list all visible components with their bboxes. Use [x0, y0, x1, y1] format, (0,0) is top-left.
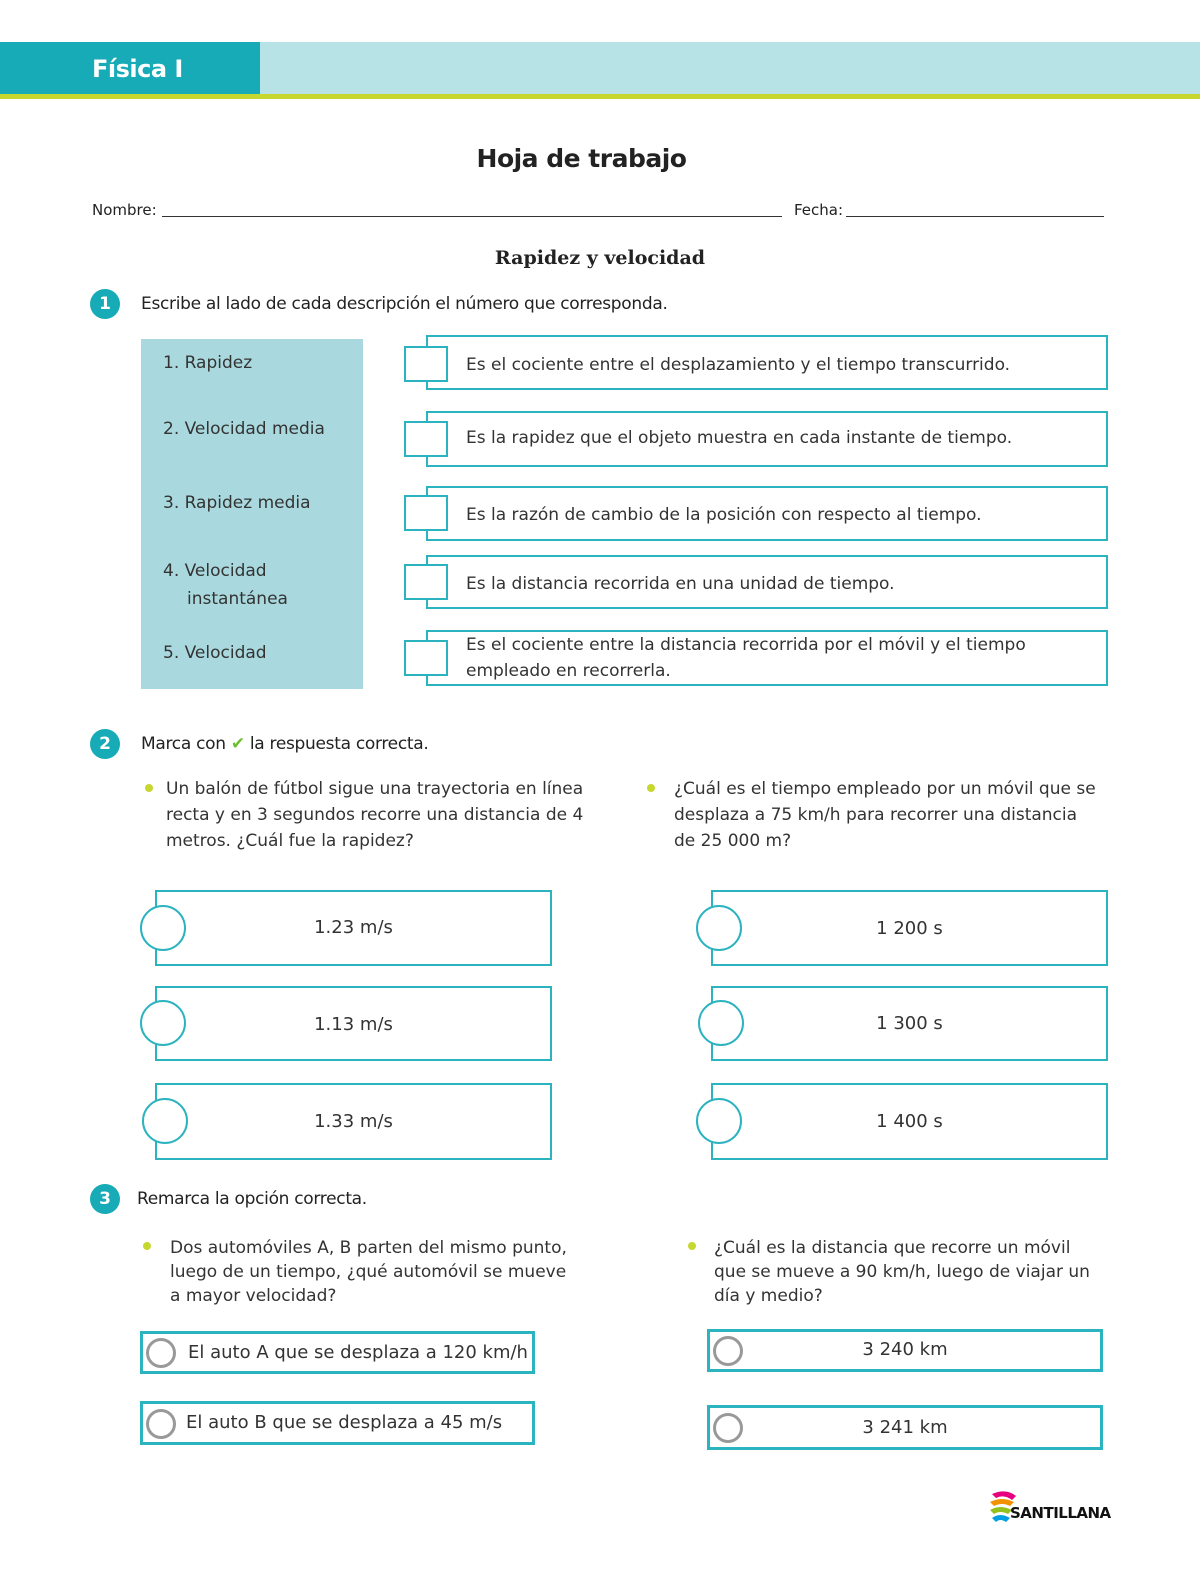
option-label: 1.33 m/s [314, 1111, 393, 1132]
subject-title: Física I [92, 55, 183, 83]
section-2-instruction [141, 734, 428, 754]
question-line: de 25 000 m? [674, 831, 792, 851]
option-label: 3 241 km [862, 1417, 948, 1438]
name-label: Nombre: [92, 201, 157, 219]
option-label: El auto A que se desplaza a 120 km/h [188, 1342, 528, 1363]
definition-text: empleado en recorrerla. [466, 661, 671, 681]
question-line: día y medio? [714, 1286, 823, 1306]
page-title: Hoja de trabajo [476, 144, 687, 173]
bullet-icon [143, 1242, 151, 1250]
term-item: 4. Velocidad [163, 561, 267, 581]
section-1-badge: 1 [90, 289, 120, 319]
question-text [170, 1236, 570, 1308]
question-line: ¿Cuál es el tiempo empleado por un móvil que se [674, 779, 1096, 799]
option-label: 1.13 m/s [314, 1014, 393, 1035]
brand-name: SANTILLANA [1010, 1504, 1111, 1522]
definition-text: Es el cociente entre el desplazamiento y el tiempo transcurrido. [466, 355, 1011, 375]
instruction-text: la respuesta correcta. [249, 734, 429, 754]
definition-text: Es el cociente entre la distancia recorrida por el móvil y el tiempo [466, 635, 1026, 655]
question-line: ¿Cuál es la distancia que recorre un móvil [714, 1238, 1071, 1258]
answer-box[interactable] [404, 346, 448, 382]
question-line: que se mueve a 90 km/h, luego de viajar un [714, 1262, 1090, 1282]
question-line: a mayor velocidad? [170, 1286, 337, 1306]
definition-text: Es la distancia recorrida en una unidad de tiempo. [466, 574, 895, 594]
question-line: Dos automóviles A, B parten del mismo punto, [170, 1238, 567, 1258]
option-label: 1 400 s [876, 1111, 943, 1132]
answer-box[interactable] [404, 564, 448, 600]
question-text [166, 776, 598, 854]
answer-box[interactable] [404, 640, 448, 676]
question-line: Un balón de fútbol sigue una trayectoria en línea [166, 779, 584, 799]
option-label: 1.23 m/s [314, 917, 393, 938]
question-text [674, 776, 1106, 854]
date-label: Fecha: [794, 201, 844, 219]
term-item: instantánea [187, 589, 288, 609]
bullet-icon [145, 784, 153, 792]
header-rule [0, 94, 1200, 99]
name-field[interactable] [162, 216, 782, 217]
term-item: 1. Rapidez [163, 353, 253, 373]
option-label: 3 240 km [862, 1339, 948, 1360]
section-2-badge: 2 [90, 729, 120, 759]
section-3-badge: 3 [90, 1184, 120, 1214]
radio-ring[interactable] [146, 1338, 176, 1368]
bullet-icon [647, 784, 655, 792]
instruction-text: Marca con [141, 734, 226, 754]
option-label: El auto B que se desplaza a 45 m/s [186, 1412, 503, 1433]
term-item: 5. Velocidad [163, 643, 267, 663]
question-line: metros. ¿Cuál fue la rapidez? [166, 831, 414, 851]
bullet-icon [688, 1242, 696, 1250]
definition-text: Es la razón de cambio de la posición con respecto al tiempo. [466, 505, 982, 525]
section-1-instruction: Escribe al lado de cada descripción el número que corresponda. [141, 294, 668, 314]
option-label: 1 200 s [876, 918, 943, 939]
answer-box[interactable] [404, 421, 448, 457]
term-item: 2. Velocidad media [163, 419, 325, 439]
check-icon: ✔ [230, 734, 245, 754]
option-label: 1 300 s [876, 1013, 943, 1034]
answer-box[interactable] [404, 495, 448, 531]
radio-ring[interactable] [146, 1409, 176, 1439]
date-field[interactable] [846, 216, 1104, 217]
definition-text: Es la rapidez que el objeto muestra en cada instante de tiempo. [466, 428, 1013, 448]
section-subtitle: Rapidez y velocidad [494, 247, 706, 269]
question-line: luego de un tiempo, ¿qué automóvil se mueve [170, 1262, 567, 1282]
section-3-instruction: Remarca la opción correcta. [137, 1189, 367, 1209]
question-line: desplaza a 75 km/h para recorrer una distancia [674, 805, 1078, 825]
question-text [714, 1236, 1108, 1308]
term-item: 3. Rapidez media [163, 493, 311, 513]
question-line: recta y en 3 segundos recorre una distancia de 4 [166, 805, 584, 825]
